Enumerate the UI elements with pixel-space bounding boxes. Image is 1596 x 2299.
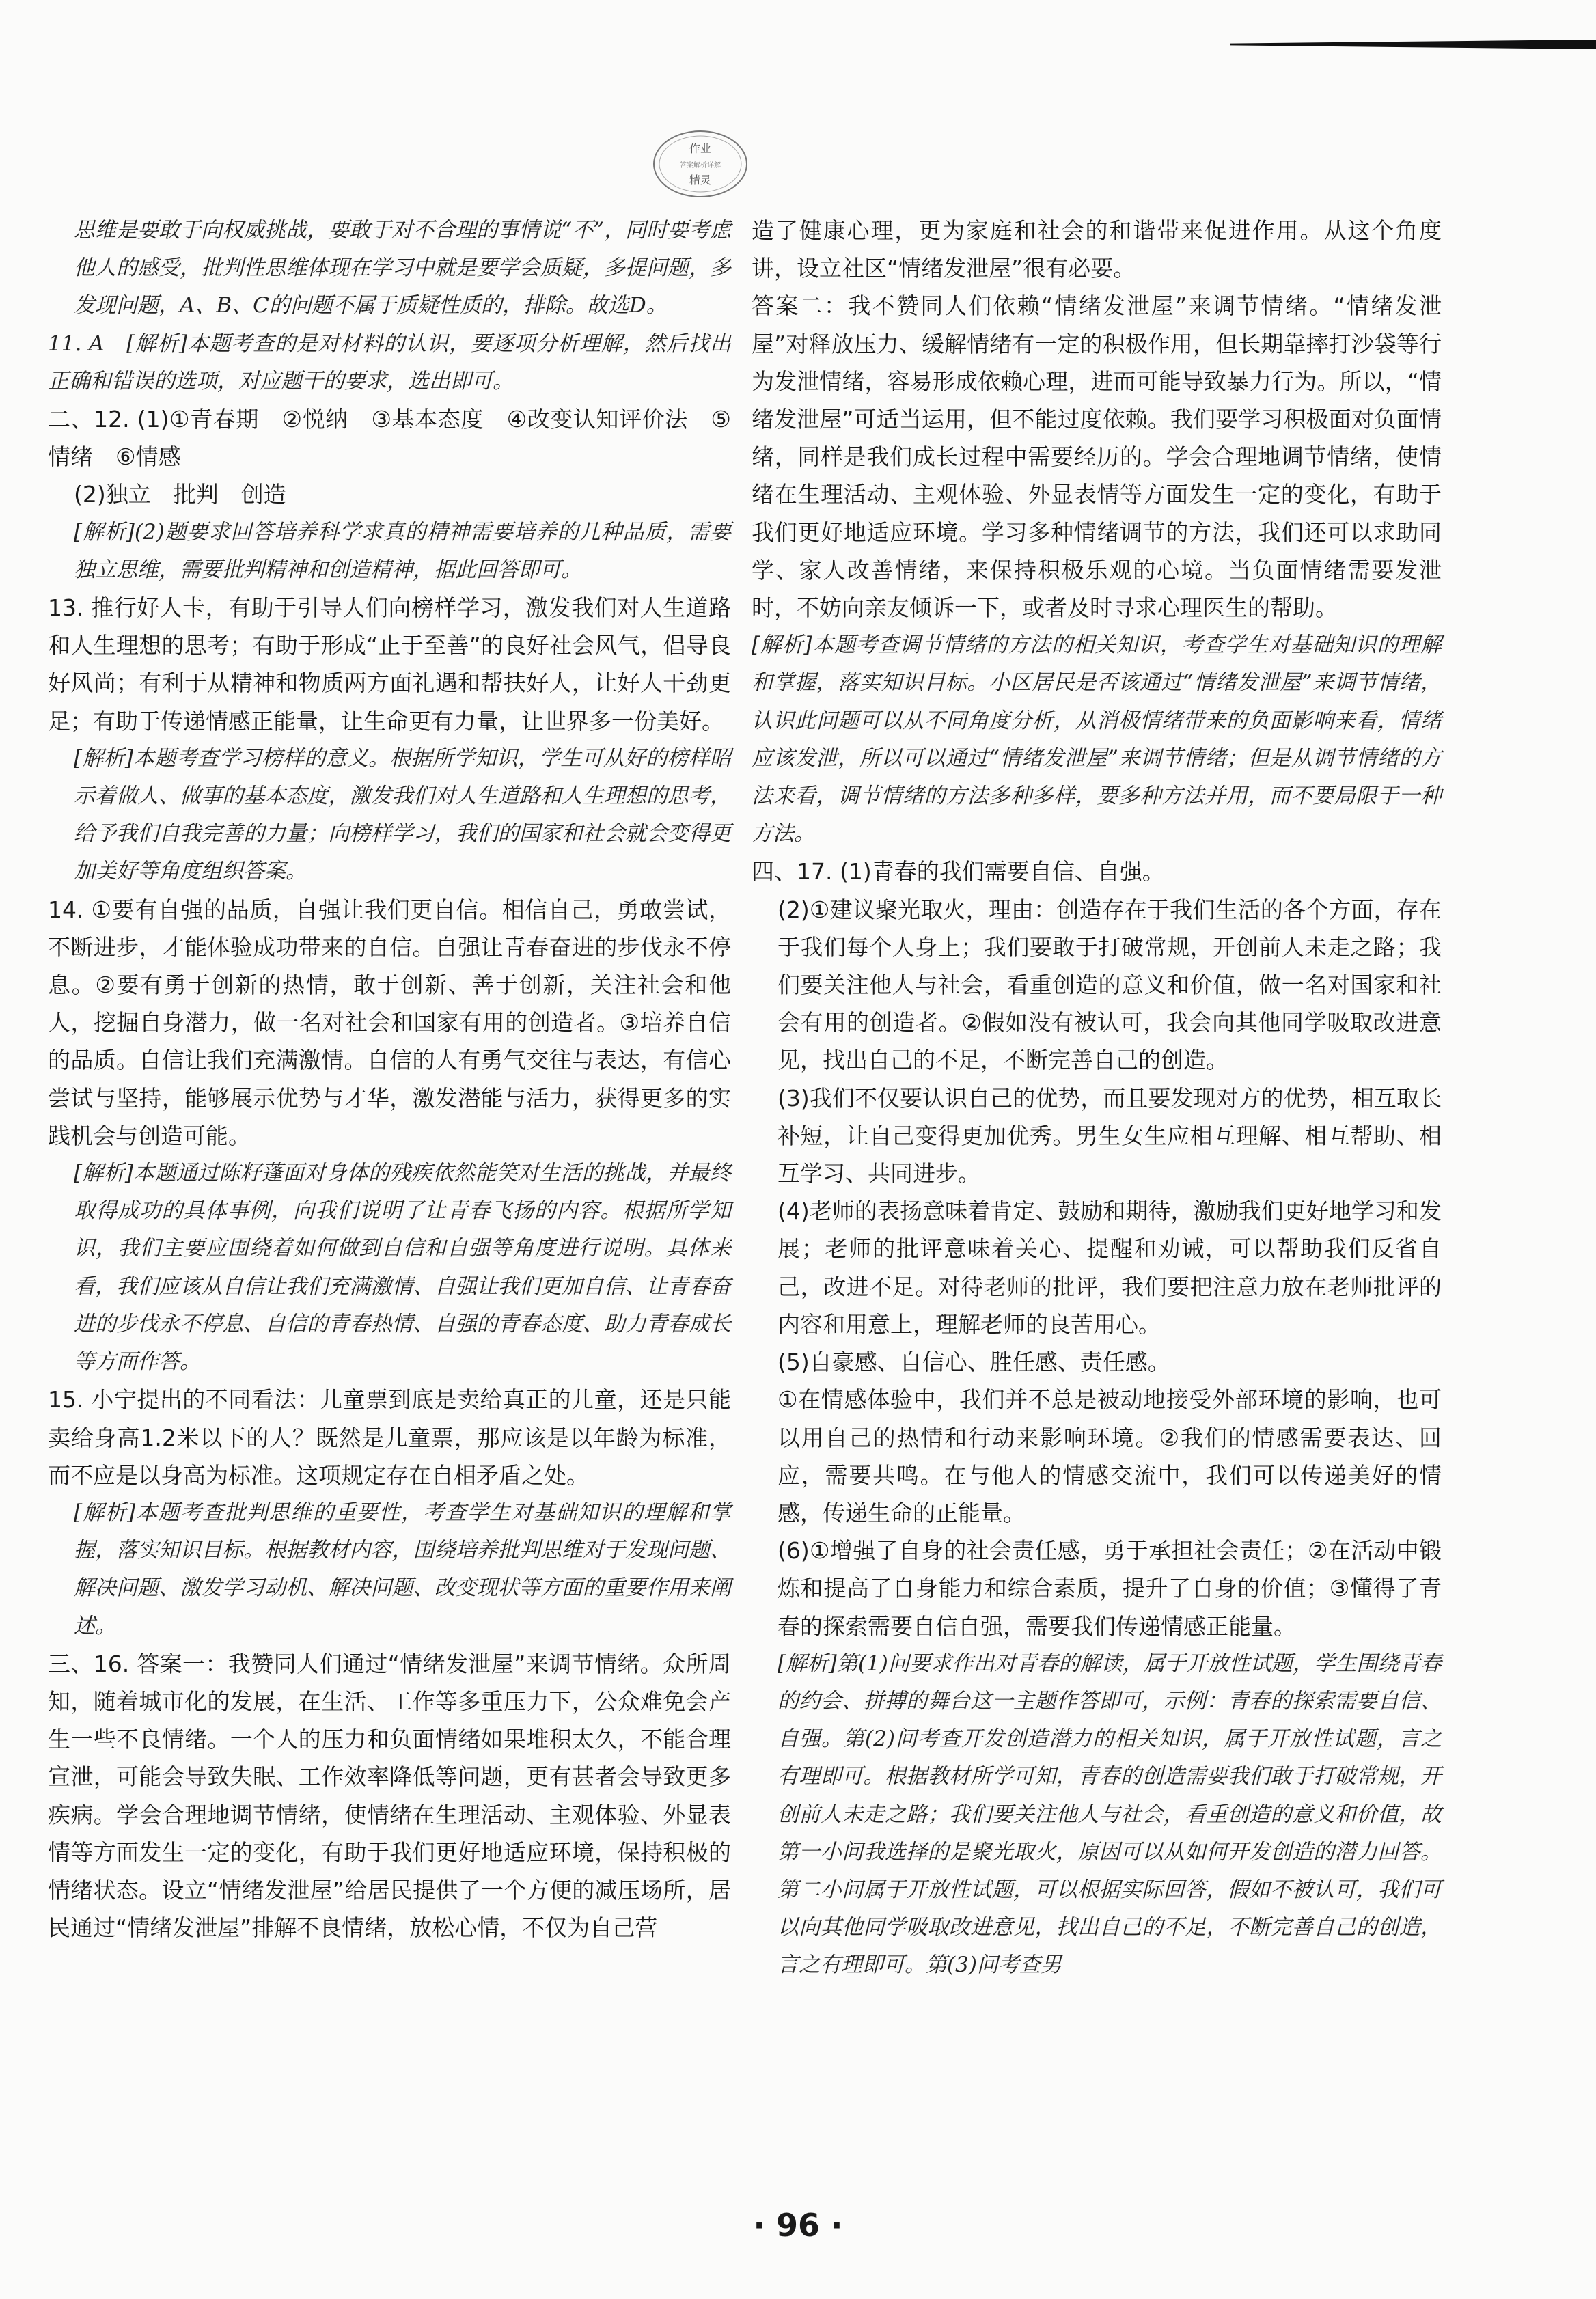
stamp-line3: 精灵 [689,174,712,187]
left-paragraph: 三、16. 答案一：我赞同人们通过“情绪发泄屋”来调节情绪。众所周知，随着城市化的发展，在生活、工作等多重压力下，公众难免会产生一些不良情绪。一个人的压力和负面情绪如果堆积太久，不能合理宣泄，可能会导致失眠、工作效率降低等问题，更有甚者会导致更多疾病。学会合理地调节情绪，使情绪在生理活动、主观体验、外显表情等方面发生一定的变化，有助于我们更好地适应环境，保持积极的情绪状态。设立“情绪发泄屋”给居民提供了一个方便的减压场所，居民通过“情绪发泄屋”排解不良情绪，放松心情，不仅为自己营 [48,1650,731,1942]
right-paragraph: 造了健康心理，更为家庭和社会的和谐带来促进作用。从这个角度讲，设立社区“情绪发泄屋”很有必要。 [752,217,1442,282]
right-column [752,212,1442,1985]
right-paragraph: (5)自豪感、自信心、胜任感、责任感。 [778,1349,1170,1376]
left-paragraph: [解析]本题考查批判思维的重要性，考查学生对基础知识的理解和掌握，落实知识目标。根据教材内容，围绕培养批判思维对于发现问题、解决问题、激发学习动机、解决问题、改变现状等方面的重要作用来阐述。 [74,1500,731,1638]
right-paragraph: ①在情感体验中，我们并不总是被动地接受外部环境的影响，也可以用自己的热情和行动来影响环境。②我们的情感需要表达、回应，需要共鸣。在与他人的情感交流中，我们可以传递美好的情感，传递生命的正能量。 [778,1386,1442,1526]
left-paragraph: [解析]本题考查学习榜样的意义。根据所学知识，学生可从好的榜样昭示着做人、做事的基本态度，激发我们对人生道路和人生理想的思考，给予我们自我完善的力量；向榜样学习，我们的国家和社会就会变得更加美好等角度组织答案。 [74,745,731,884]
left-paragraph: 14. ①要有自强的品质，自强让我们更自信。相信自己，勇敢尝试，不断进步，才能体验成功带来的自信。自强让青春奋进的步伐永不停息。②要有勇于创新的热情，敢于创新、善于创新，关注社会和他人，挖掘自身潜力，做一名对社会和国家有用的创造者。③培养自信的品质。自信让我们充满激情。自信的人有勇气交往与表达，有信心尝试与坚持，能够展示优势与才华，激发潜能与活力，获得更多的实践机会与创造可能。 [48,896,731,1149]
stamp-logo [649,126,752,202]
stamp-line2: 答案解析详解 [680,162,721,169]
left-paragraph: [解析]本题通过陈籽蓬面对身体的残疾依然能笑对生活的挑战，并最终取得成功的具体事例，向我们说明了让青春飞扬的内容。根据所学知识，我们主要应围绕着如何做到自信和自强等角度进行说明。具体来看，我们应该从自信让我们充满激情、自强让我们更加自信、让青春奋进的步伐永不停息、自信的青春热情、自强的青春态度、助力青春成长等方面作答。 [74,1161,731,1375]
right-paragraph: 四、17. (1)青春的我们需要自信、自强。 [752,858,1165,885]
left-paragraph: 11. A [解析]本题考查的是对材料的认识，要逐项分析理解，然后找出正确和错误的选项，对应题干的要求，选出即可。 [48,331,731,394]
right-paragraph: (3)我们不仅要认识自己的优势，而且要发现对方的优势，相互取长补短，让自己变得更加优秀。男生女生应相互理解、相互帮助、相互学习、共同进步。 [778,1084,1442,1187]
left-paragraph: (2)独立 批判 创造 [74,481,286,508]
right-paragraph: (2)①建议聚光取火，理由：创造存在于我们生活的各个方面，存在于我们每个人身上；我们要敢于打破常规，开创前人未走之路；我们要关注他人与社会，看重创造的意义和价值，做一名对国家和社会有用的创造者。②假如没有被认可，我会向其他同学吸取改进意见，找出自己的不足，不断完善自己的创造。 [778,896,1442,1074]
page-number: · 96 · [753,2207,843,2244]
left-paragraph: 13. 推行好人卡，有助于引导人们向榜样学习，激发我们对人生道路和人生理想的思考；有助于形成“止于至善”的良好社会风气，倡导良好风尚；有利于从精神和物质两方面礼遇和帮扶好人，让好人干劲更足；有助于传递情感正能量，让生命更有力量，让世界多一份美好。 [48,594,731,734]
left-paragraph: 15. 小宁提出的不同看法：儿童票到底是卖给真正的儿童，还是只能卖给身高1.2米以下的人？既然是儿童票，那应该是以年龄为标准，而不应是以身高为标准。这项规定存在自相矛盾之处。 [48,1386,731,1489]
left-column [48,212,731,1946]
right-paragraph: (6)①增强了自身的社会责任感，勇于承担社会责任；②在活动中锻炼和提高了自身能力和综合素质，提升了自身的价值；③懂得了青春的探索需要自信自强，需要我们传递情感正能量。 [778,1537,1442,1640]
header-rule [1230,40,1596,49]
left-paragraph: 思维是要敢于向权威挑战，要敢于对不合理的事情说“不”，同时要考虑他人的感受，批判性思维体现在学习中就是要学会质疑，多提问题，多发现问题，A、B、C的问题不属于质疑性质的，排除。故选D。 [74,218,731,318]
stamp-line1: 作业 [689,142,712,155]
right-paragraph: [解析]第(1)问要求作出对青春的解读，属于开放性试题，学生围绕青春的约会、拼搏的舞台这一主题作答即可，示例：青春的探索需要自信、自强。第(2)问考查开发创造潜力的相关知识，属于开放性试题，言之有理即可。根据教材所学可知，青春的创造需要我们敢于打破常规，开创前人未走之路；我们要关注他人与社会，看重创造的意义和价值，故第一小问我选择的是聚光取火，原因可以从如何开发创造的潜力回答。第二小问属于开放性试题，可以根据实际回答，假如不被认可，我们可以向其他同学吸取改进意见，找出自己的不足，不断完善自己的创造，言之有理即可。第(3)问考查男 [778,1651,1442,1978]
left-paragraph: 二、12. (1)①青春期 ②悦纳 ③基本态度 ④改变认知评价法 ⑤情绪 ⑥情感 [48,406,731,471]
left-paragraph: [解析](2)题要求回答培养科学求真的精神需要培养的几种品质，需要独立思维，需要批判精神和创造精神，据此回答即可。 [74,519,731,582]
right-paragraph: (4)老师的表扬意味着肯定、鼓励和期待，激励我们更好地学习和发展；老师的批评意味着关心、提醒和劝诫，可以帮助我们反省自己，改进不足。对待老师的批评，我们要把注意力放在老师批评的内容和用意上，理解老师的良苦用心。 [778,1198,1442,1338]
right-paragraph: [解析]本题考查调节情绪的方法的相关知识，考查学生对基础知识的理解和掌握，落实知识目标。小区居民是否该通过“情绪发泄屋”来调节情绪，认识此问题可以从不同角度分析，从消极情绪带来的负面影响来看，情绪应该发泄，所以可以通过“情绪发泄屋”来调节情绪；但是从调节情绪的方法来看，调节情绪的方法多种多样，要多种方法并用，而不要局限于一种方法。 [752,633,1442,846]
right-paragraph: 答案二：我不赞同人们依赖“情绪发泄屋”来调节情绪。“情绪发泄屋”对释放压力、缓解情绪有一定的积极作用，但长期靠摔打沙袋等行为发泄情绪，容易形成依赖心理，进而可能导致暴力行为。所以，“情绪发泄屋”可适当运用，但不能过度依赖。我们要学习积极面对负面情绪，同样是我们成长过程中需要经历的。学会合理地调节情绪，使情绪在生理活动、主观体验、外显表情等方面发生一定的变化，有助于我们更好地适应环境。学习多种情绪调节的方法，我们还可以求助同学、家人改善情绪，来保持积极乐观的心境。当负面情绪需要发泄时，不妨向亲友倾诉一下，或者及时寻求心理医生的帮助。 [752,292,1442,622]
